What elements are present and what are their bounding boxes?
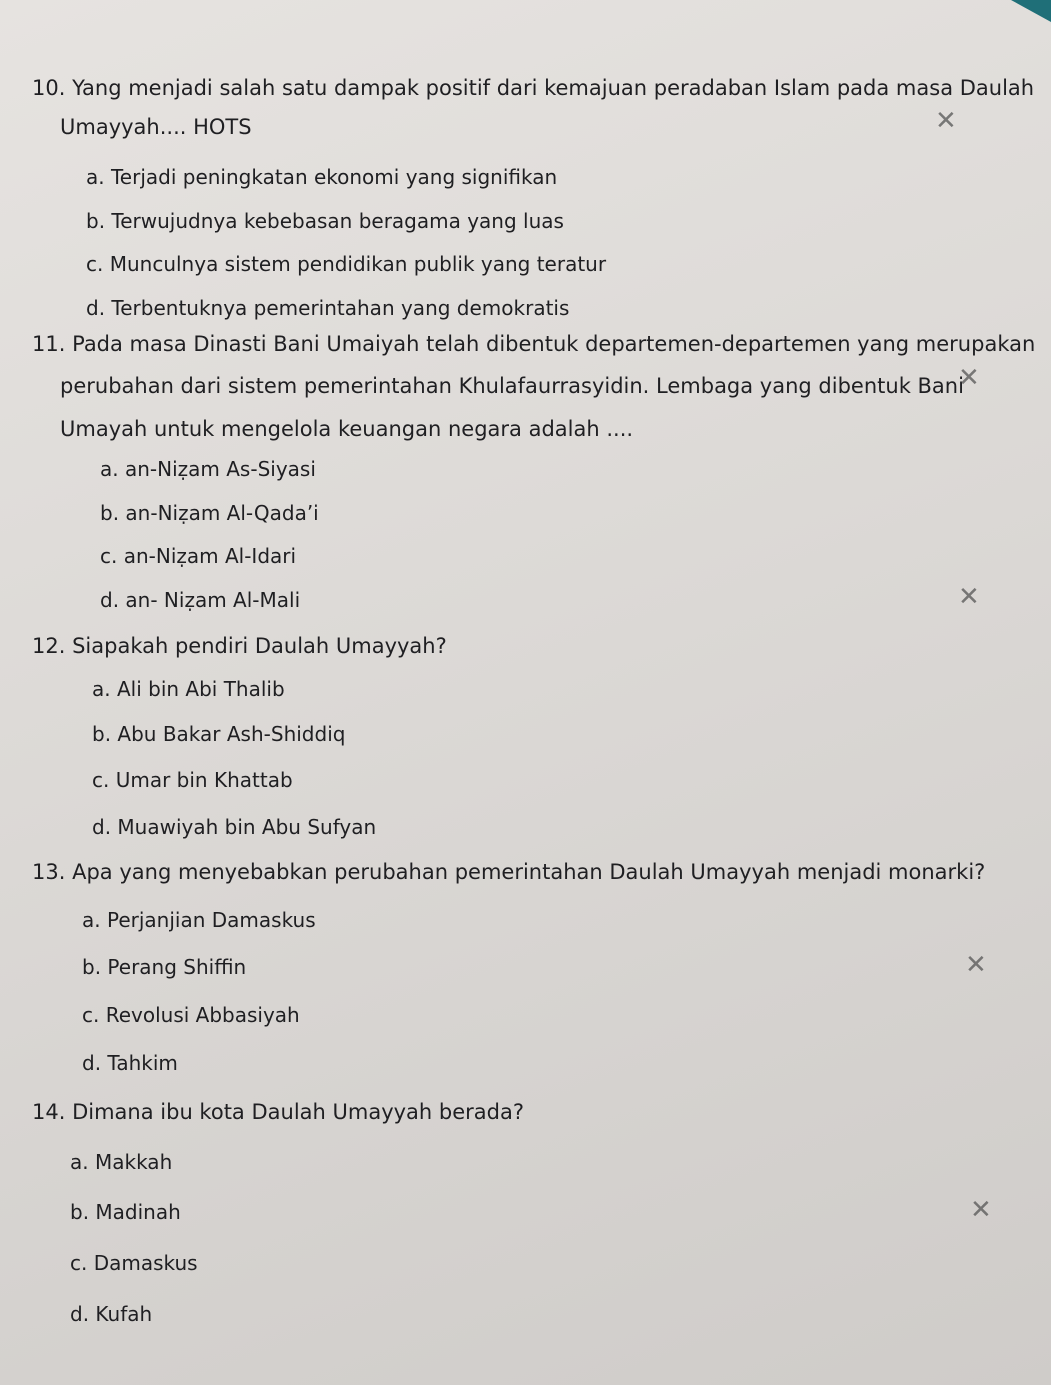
question-12: [32, 633, 447, 659]
option-14a: [70, 1149, 172, 1175]
cross-mark-icon: ✕: [958, 363, 980, 393]
option-13b: [82, 954, 246, 980]
option-text: Revolusi Abbasiyah: [105, 1003, 300, 1027]
option-letter: c.: [82, 1003, 100, 1027]
question-10: [32, 75, 1034, 101]
question-11-line3: Umayah untuk mengelola keuangan negara adalah ....: [60, 417, 634, 441]
option-letter: c.: [86, 252, 104, 276]
question-text: Siapakah pendiri Daulah Umayyah?: [72, 634, 447, 658]
option-text: an-Niẓam Al-Idari: [123, 544, 297, 568]
cross-mark-icon: ✕: [958, 582, 980, 612]
question-number: 11.: [32, 332, 66, 356]
option-14d: [70, 1301, 152, 1327]
question-number: 14.: [32, 1100, 66, 1124]
option-12b: [92, 721, 345, 747]
option-text: Terjadi peningkatan ekonomi yang signifikan: [110, 165, 558, 189]
option-text: Umar bin Khattab: [115, 768, 293, 792]
option-text: an- Niẓam Al-Mali: [125, 588, 301, 612]
option-14c: [70, 1250, 198, 1276]
option-text: Ali bin Abi Thalib: [116, 677, 285, 701]
cross-mark-icon: ✕: [970, 1195, 992, 1225]
option-letter: d.: [86, 296, 106, 320]
option-letter: d.: [70, 1302, 90, 1326]
option-letter: c.: [92, 768, 110, 792]
option-text: Terwujudnya kebebasan beragama yang luas: [111, 209, 564, 233]
question-11-line2: perubahan dari sistem pemerintahan Khulafaurrasyidin. Lembaga yang dibentuk Bani: [60, 374, 964, 398]
option-text: Kufah: [95, 1302, 153, 1326]
option-11a: [100, 456, 316, 482]
option-13c: [82, 1002, 300, 1028]
question-text: Pada masa Dinasti Bani Umaiyah telah dibentuk departemen-departemen yang merupakan: [72, 332, 1036, 356]
option-13a: [82, 907, 316, 933]
option-letter: b.: [82, 955, 102, 979]
option-letter: b.: [70, 1200, 90, 1224]
option-text: Perang Shiffin: [107, 955, 247, 979]
option-12a: [92, 676, 285, 702]
option-13d: [82, 1050, 178, 1076]
cross-mark-icon: ✕: [935, 106, 957, 136]
option-11b: [100, 500, 319, 526]
option-letter: b.: [92, 722, 112, 746]
question-13: [32, 859, 985, 885]
option-letter: c.: [100, 544, 118, 568]
option-text: Munculnya sistem pendidikan publik yang teratur: [109, 252, 607, 276]
option-text: Madinah: [95, 1200, 181, 1224]
option-11c: [100, 543, 296, 569]
option-11d: [100, 587, 300, 613]
option-text: Damaskus: [93, 1251, 198, 1275]
question-number: 10.: [32, 76, 66, 100]
option-text: Abu Bakar Ash-Shiddiq: [117, 722, 346, 746]
option-text: an-Niẓam Al-Qada’i: [125, 501, 319, 525]
option-letter: d.: [100, 588, 120, 612]
option-10b: [86, 208, 564, 234]
option-letter: a.: [82, 908, 101, 932]
option-letter: a.: [92, 677, 111, 701]
option-letter: d.: [82, 1051, 102, 1075]
question-10-line2: Umayyah.... HOTS: [60, 115, 252, 139]
option-text: Makkah: [94, 1150, 173, 1174]
option-10c: [86, 251, 606, 277]
option-letter: d.: [92, 815, 112, 839]
option-text: Tahkim: [107, 1051, 178, 1075]
option-letter: b.: [86, 209, 106, 233]
question-number: 12.: [32, 634, 66, 658]
question-text: Apa yang menyebabkan perubahan pemerintahan Daulah Umayyah menjadi monarki?: [72, 860, 986, 884]
option-12c: [92, 767, 293, 793]
option-text: an-Niẓam As-Siyasi: [124, 457, 316, 481]
option-text: Terbentuknya pemerintahan yang demokratis: [111, 296, 570, 320]
option-letter: b.: [100, 501, 120, 525]
option-10a: [86, 164, 557, 190]
option-letter: a.: [100, 457, 119, 481]
option-14b: [70, 1199, 181, 1225]
option-text: Muawiyah bin Abu Sufyan: [117, 815, 377, 839]
question-text: Dimana ibu kota Daulah Umayyah berada?: [72, 1100, 525, 1124]
option-10d: [86, 295, 569, 321]
option-text: Perjanjian Damaskus: [106, 908, 316, 932]
cross-mark-icon: ✕: [965, 950, 987, 980]
option-letter: c.: [70, 1251, 88, 1275]
question-number: 13.: [32, 860, 66, 884]
question-14: [32, 1099, 524, 1125]
question-text: Yang menjadi salah satu dampak positif dari kemajuan peradaban Islam pada masa Daulah: [72, 76, 1035, 100]
option-letter: a.: [86, 165, 105, 189]
question-11: [32, 331, 1035, 357]
option-letter: a.: [70, 1150, 89, 1174]
option-12d: [92, 814, 376, 840]
